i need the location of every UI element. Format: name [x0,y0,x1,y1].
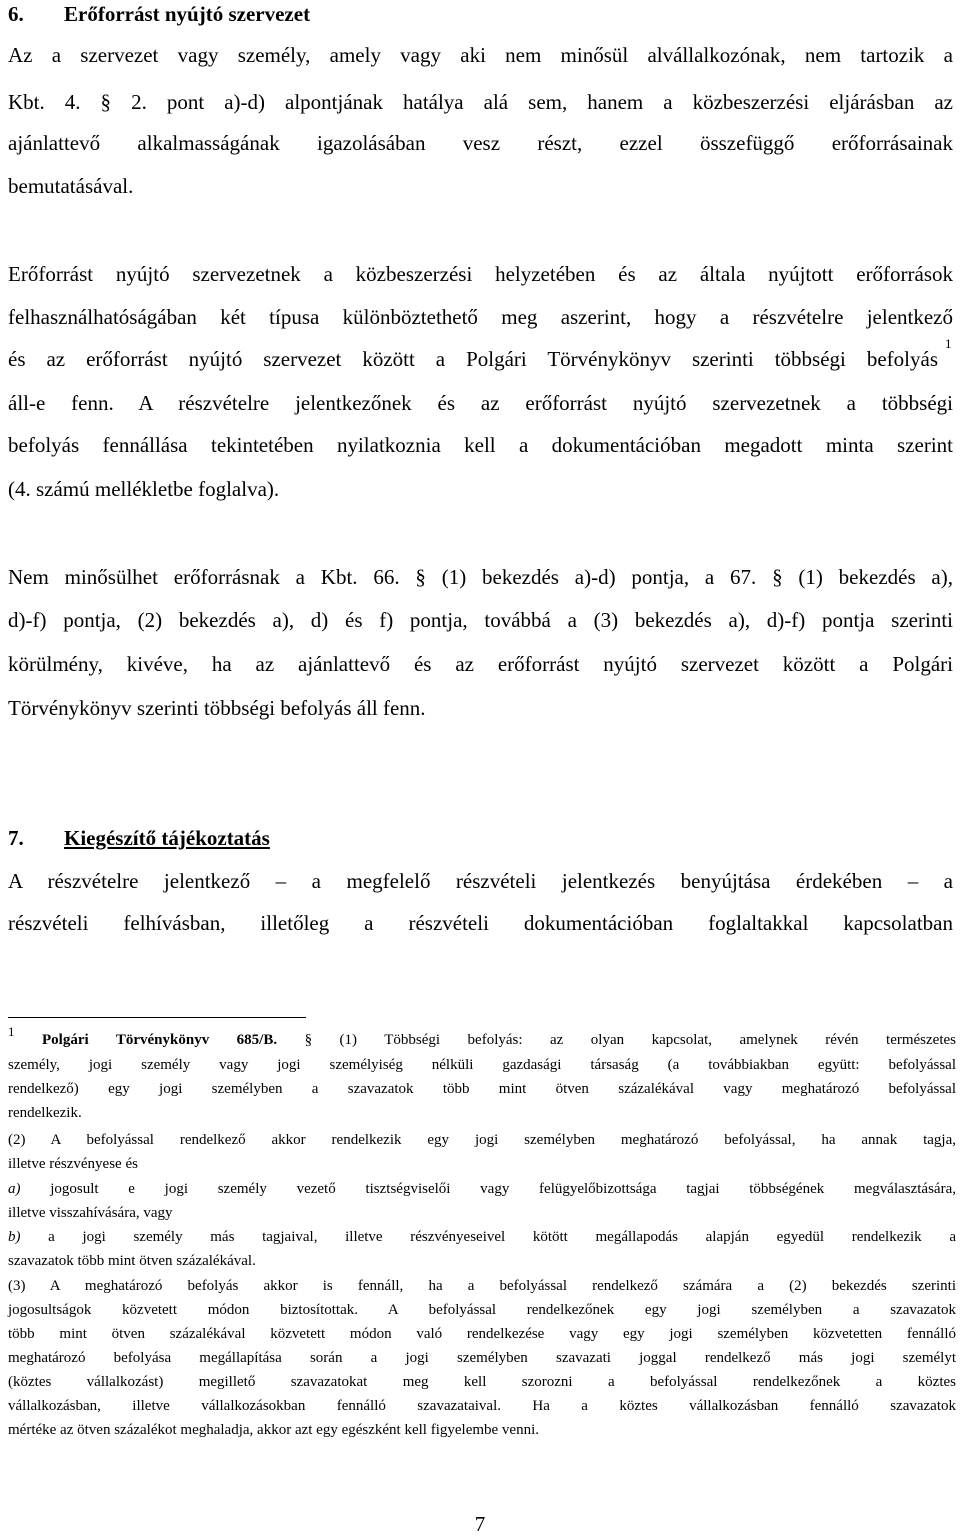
paragraph-line: felhasználhatóságában két típusa különböztethető meg aszerint, hogy a részvételre jelentkező [8,305,953,329]
paragraph-line: (4. számú mellékletbe foglalva). [8,477,280,501]
footnote-line: szavazatok több mint ötven százalékával. [8,1253,256,1269]
footnote-line [8,1180,956,1198]
footnote-line: illetve visszahívására, vagy [8,1205,173,1221]
footnote-line: mértéke az ötven százalékot meghaladja, akkor azt egy egészként kell figyelembe venni. [8,1422,540,1438]
footnote-line: személy, jogi személy vagy jogi személyiség nélküli gazdasági társaság (a továbbiakban együtt: befolyással [8,1057,956,1073]
section-title: Erőforrást nyújtó szervezet [64,2,311,26]
paragraph-line: és az erőforrást nyújtó szervezet között a Polgári Törvénykönyv szerinti többségi befolyás [8,347,938,371]
section-7-heading [8,826,270,851]
paragraph-line: befolyás fennállása tekintetében nyilatkoznia kell a dokumentációban megadott minta szerint [8,433,953,457]
footnote-line [8,1024,956,1049]
paragraph-line: d)-f) pontja, (2) bekezdés a), d) és f) pontja, továbbá a (3) bekezdés a), d)-f) pontja szerinti [8,608,953,632]
paragraph-line: Az a szervezet vagy személy, amely vagy aki nem minősül alvállalkozónak, nem tartozik a [8,43,953,67]
paragraph-line: áll-e fenn. A részvételre jelentkezőnek és az erőforrást nyújtó szervezetnek a többségi [8,391,953,415]
footnote-line: (2) A befolyással rendelkező akkor rendelkezik egy jogi személyben meghatározó befolyással, ha annak tagja, [8,1132,956,1148]
paragraph-line: Nem minősülhet erőforrásnak a Kbt. 66. § (1) bekezdés a)-d) pontja, a 67. § (1) bekezdés a), [8,565,953,589]
page-number: 7 [474,1512,486,1536]
footnote-text: § (1) Többségi befolyás: az olyan kapcsolat, amelynek révén természetes [277,1032,956,1048]
document-page: 6. Erőforrást nyújtó szervezet Az a szervezet vagy személy, amely vagy aki nem minősül alvállalkozónak, nem tartozik a Kbt. 4. § 2. pont a)-d) alpontjának hatálya alá sem, hanem a közbeszerzési eljárásban az ajánlattevő alkalmasságának igazolásában vesz részt, ezzel összefüggő erőforrásainak bemutatásával. Erőforrást nyújtó szervezetnek a közbeszerzési helyzetében és az általa nyújtott erőforrások felhasználhatóságában két típusa különböztethető meg aszerint, hogy a részvételre jelentkező és az erőforrást nyújtó szervezet között a Polgári Törvénykönyv szerinti többségi befolyás 1 áll-e fenn. A részvételre jelentkezőnek és az erőforrást nyújtó szervezetnek a többségi befolyás fennállása tekintetében nyilatkoznia kell a dokumentációban megadott minta szerint (4. számú mellékletbe foglalva). Nem minősülhet erőforrásnak a Kbt. 66. § (1) bekezdés a)-d) pontja, a 67. § (1) bekezdés a), d)-f) pontja, (2) bekezdés a), d) és f) pontja, továbbá a (3) bekezdés a), d)-f) pontja szerinti körülmény, kivéve, ha az ajánlattevő és az erőforrást nyújtó szervezet között a Polgári Törvénykönyv szerinti többségi befolyás áll fenn. 7. Kiegészítő tájékoztatás A részvételre jelentkező – a megfelelő részvételi jelentkezés benyújtása érdekében – a részvételi felhívásban, illetőleg a részvételi dokumentációban foglaltakkal kapcsolatban $^1$ Polgári Törvénykönyv 685/B. § (1) Többségi befolyás: az olyan kapcsolat, amelynek révén természetes személy, jogi személy vagy jogi személyiség nélküli gazdasági társaság (a továbbiakban együtt: befolyással rendelkező) egy jogi személyben a szavazatok több mint ötven százalékával vagy meghatározó befolyással rendelkezik. (2) A befolyással rendelkező akkor rendelkezik egy jogi személyben meghatározó befolyással, ha annak tagja, illetve részvényese és a) jogosult e jogi személy vezető tisztségviselői vagy felügyelőbizottsága tagjai többségének megválasztására, illetve visszahívására, vagy b) a jogi személy más tagjaival, illetve részvényeseivel kötött megállapodás alapján egyedül rendelkezik a szavazatok több mint ötven százalékával. (3) A meghatározó befolyás akkor is fennáll, ha a befolyással rendelkező számára a (2) bekezdés szerinti jogosultságok közvetett módon biztosítottak. A befolyással rendelkezőnek egy jogi személyben a szavazatok több mint ötven százalékával közvetett módon való rendelkezése vagy egy jogi személyben közvetetten fennálló meghatározó befolyása megállapítása során a jogi személyben szavazati joggal rendelkező más jogi személyt (köztes vállalkozást) megillető szavazatokat meg kell szorozni a befolyással rendelkezőnek a köztes vállalkozásban, illetve vállalkozásokban fennálló szavazataival. Ha a köztes vállalkozásban fennálló szavazatok mértéke az ötven százalékot meghaladja, akkor azt egy egészként kell figyelembe venni. 7 [0,0,960,1533]
footnote-line: vállalkozásban, illetve vállalkozásokban fennálló szavazataival. Ha a köztes vállalkozásban fennálló szavazatok [8,1398,956,1414]
section-6-heading [8,2,310,27]
section-number: 6. [8,2,24,26]
footnote-line: jogosultságok közvetett módon biztosítottak. A befolyással rendelkezőnek egy jogi személyben a szavazatok [8,1302,956,1318]
footnote-line: rendelkezik. [8,1105,82,1121]
paragraph-line: Erőforrást nyújtó szervezetnek a közbeszerzési helyzetében és az általa nyújtott erőforrások [8,262,953,286]
footnote-separator [8,1017,306,1018]
footnote-marker: 1 [8,1024,15,1039]
section-title: Kiegészítő tájékoztatás [64,826,270,850]
footnote-text: a jogi személy más tagjaival, illetve részvényeseivel kötött megállapodás alapján egyedül rendelkezik a [20,1229,956,1245]
paragraph-line: részvételi felhívásban, illetőleg a részvételi dokumentációban foglaltakkal kapcsolatban [8,911,953,935]
footnote-line [8,1228,956,1246]
footnote-line: rendelkező) egy jogi személyben a szavazatok több mint ötven százalékával vagy meghatározó befolyással [8,1081,956,1097]
footnote-line: több mint ötven százalékával közvetett módon való rendelkezése vagy egy jogi személyben közvetetten fennálló [8,1326,956,1342]
paragraph-line: Kbt. 4. § 2. pont a)-d) alpontjának hatálya alá sem, hanem a közbeszerzési eljárásban az [8,90,953,114]
footnote-item-label: b) [8,1229,21,1245]
footnote-text: jogosult e jogi személy vezető tisztségviselői vagy felügyelőbizottsága tagjai többségének megválasztására, [20,1181,956,1197]
footnote-line: meghatározó befolyása megállapítása során a jogi személyben szavazati joggal rendelkező más jogi személyt [8,1350,956,1366]
section-number: 7. [8,826,24,850]
paragraph-line: A részvételre jelentkező – a megfelelő részvételi jelentkezés benyújtása érdekében – a [8,869,953,893]
paragraph-line: körülmény, kivéve, ha az ajánlattevő és az erőforrást nyújtó szervezet között a Polgári [8,652,953,676]
footnote-reference-title: Polgári Törvénykönyv 685/B. [41,1032,278,1048]
paragraph-line: bemutatásával. [8,174,134,198]
footnote-line: illetve részvényese és [8,1156,138,1172]
footnote-line: (3) A meghatározó befolyás akkor is fennáll, ha a befolyással rendelkező számára a (2) bekezdés szerinti [8,1278,956,1294]
paragraph-line: ajánlattevő alkalmasságának igazolásában vesz részt, ezzel összefüggő erőforrásainak [8,131,953,155]
footnote-item-label: a) [8,1181,21,1197]
paragraph-line: Törvénykönyv szerinti többségi befolyás áll fenn. [8,696,426,720]
footnote-line: (köztes vállalkozást) megillető szavazatokat meg kell szorozni a befolyással rendelkezőnek a köztes [8,1374,956,1390]
